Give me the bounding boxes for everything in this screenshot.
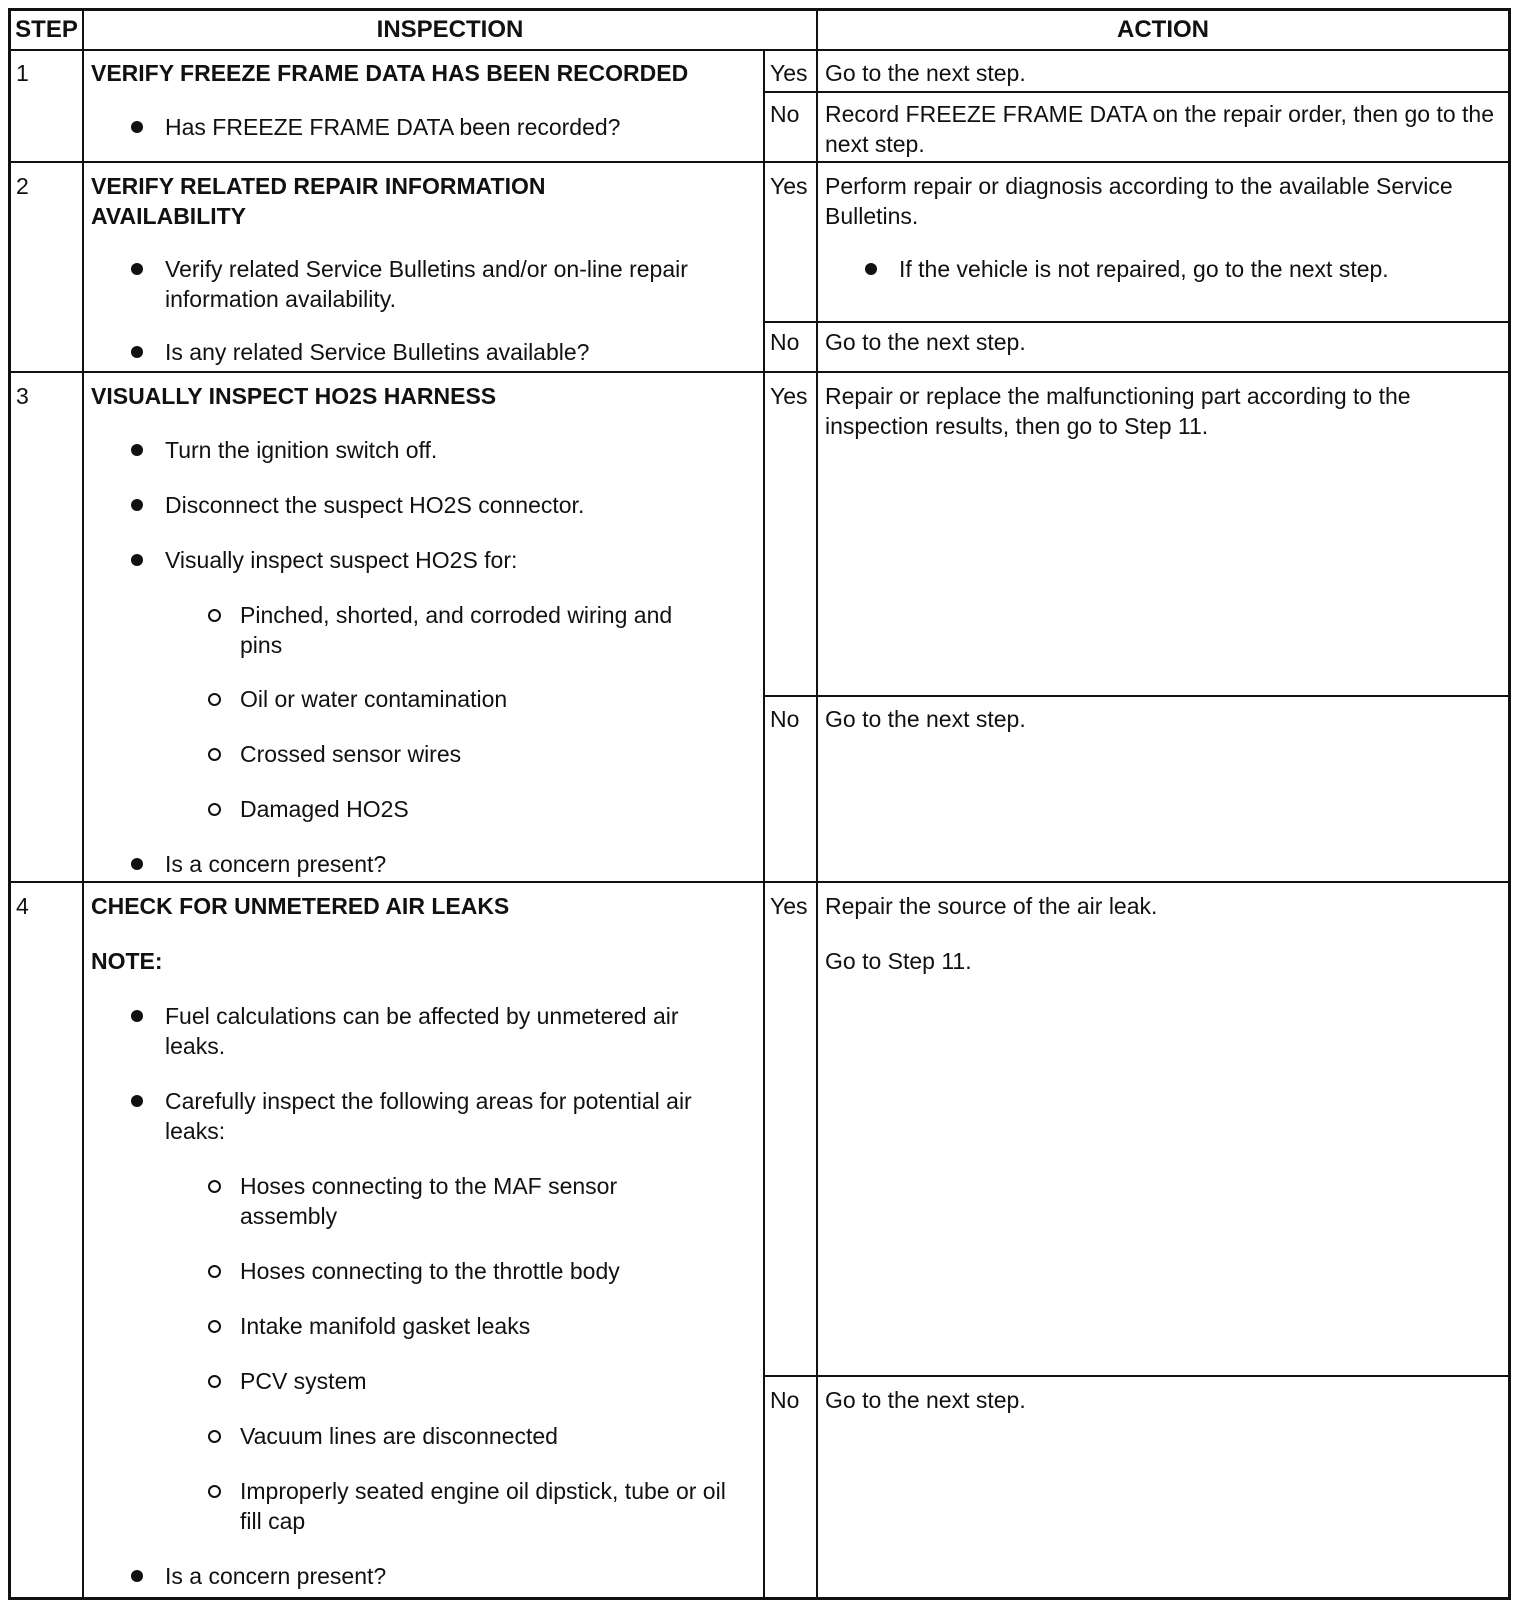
col-divider-inspection — [763, 51, 765, 1597]
step-3-bullet-1: Turn the ignition switch off. — [131, 435, 751, 465]
step-2-yes-action: Perform repair or diagnosis according to the available Service Bulletins. — [825, 173, 1453, 229]
split-4 — [764, 1375, 1508, 1377]
step-1-title: VERIFY FREEZE FRAME DATA HAS BEEN RECORDED — [91, 60, 689, 86]
row-rule-3 — [11, 881, 1508, 883]
col-divider-step — [82, 11, 84, 1597]
step-2-no-action: Go to the next step. — [825, 329, 1026, 355]
step-4-yes-action-2: Go to Step 11. — [825, 948, 972, 974]
step-4-note: NOTE: — [91, 948, 163, 974]
row-rule-2 — [11, 371, 1508, 373]
header-action: ACTION — [1117, 16, 1209, 43]
step-4-sub-1: Hoses connecting to the MAF sensor assembly — [208, 1171, 688, 1231]
step-3-sub-1: Pinched, shorted, and corroded wiring and pins — [208, 600, 678, 660]
step-4-sub-3: Intake manifold gasket leaks — [208, 1311, 748, 1341]
step-2-number: 2 — [16, 173, 29, 199]
step-4-bullet-1: Fuel calculations can be affected by unmetered air leaks. — [131, 1001, 731, 1061]
step-2-bullet-1: Verify related Service Bulletins and/or on-line repair information availability. — [131, 254, 711, 314]
col-divider-yesno — [816, 11, 818, 1597]
step-2-bullet-2: Is any related Service Bulletins available? — [131, 337, 751, 367]
step-2-title: VERIFY RELATED REPAIR INFORMATION AVAILABILITY — [91, 173, 546, 229]
step-4-sub-5: Vacuum lines are disconnected — [208, 1421, 748, 1451]
step-4-no-label: No — [770, 1387, 800, 1413]
step-3-title: VISUALLY INSPECT HO2S HARNESS — [91, 383, 497, 409]
step-3-bullet-3: Visually inspect suspect HO2S for: — [131, 545, 751, 575]
step-1-number: 1 — [16, 60, 29, 86]
step-4-title: CHECK FOR UNMETERED AIR LEAKS — [91, 893, 510, 919]
step-4-yes-action: Repair the source of the air leak. — [825, 893, 1158, 919]
step-4-bullet-2: Carefully inspect the following areas for potential air leaks: — [131, 1086, 711, 1146]
step-4-bullet-3: Is a concern present? — [131, 1561, 751, 1591]
step-3-sub-3: Crossed sensor wires — [208, 739, 728, 769]
row-rule-1 — [11, 161, 1508, 163]
step-4-number: 4 — [16, 893, 29, 919]
step-3-no-label: No — [770, 706, 800, 732]
step-1-bullet-1: Has FREEZE FRAME DATA been recorded? — [131, 112, 751, 142]
step-2-yes-bullet: If the vehicle is not repaired, go to the next step. — [865, 254, 1505, 284]
header-step: STEP — [15, 16, 78, 43]
step-3-sub-2: Oil or water contamination — [208, 684, 728, 714]
step-3-number: 3 — [16, 383, 29, 409]
step-4-no-action: Go to the next step. — [825, 1387, 1026, 1413]
diagnostic-table — [8, 8, 1511, 1600]
step-3-no-action: Go to the next step. — [825, 706, 1026, 732]
step-3-bullet-2: Disconnect the suspect HO2S connector. — [131, 490, 751, 520]
step-3-sub-4: Damaged HO2S — [208, 794, 728, 824]
step-3-bullet-4: Is a concern present? — [131, 849, 751, 879]
step-1-yes-label: Yes — [770, 60, 808, 86]
split-3 — [764, 695, 1508, 697]
step-2-no-label: No — [770, 329, 800, 355]
step-1-yes-action: Go to the next step. — [825, 60, 1026, 86]
step-1-no-label: No — [770, 101, 800, 127]
split-2 — [764, 321, 1508, 323]
step-1-no-action: Record FREEZE FRAME DATA on the repair order, then go to the next step. — [825, 101, 1494, 157]
split-1 — [764, 91, 1508, 93]
step-4-yes-label: Yes — [770, 893, 808, 919]
step-4-sub-2: Hoses connecting to the throttle body — [208, 1256, 748, 1286]
step-2-yes-label: Yes — [770, 173, 808, 199]
step-3-yes-action: Repair or replace the malfunctioning part according to the inspection results, then go to Step 11. — [825, 383, 1411, 439]
step-4-sub-6: Improperly seated engine oil dipstick, tube or oil fill cap — [208, 1476, 728, 1536]
header-rule — [11, 49, 1508, 51]
step-3-yes-label: Yes — [770, 383, 808, 409]
header-inspection: INSPECTION — [376, 16, 524, 43]
step-4-sub-4: PCV system — [208, 1366, 748, 1396]
